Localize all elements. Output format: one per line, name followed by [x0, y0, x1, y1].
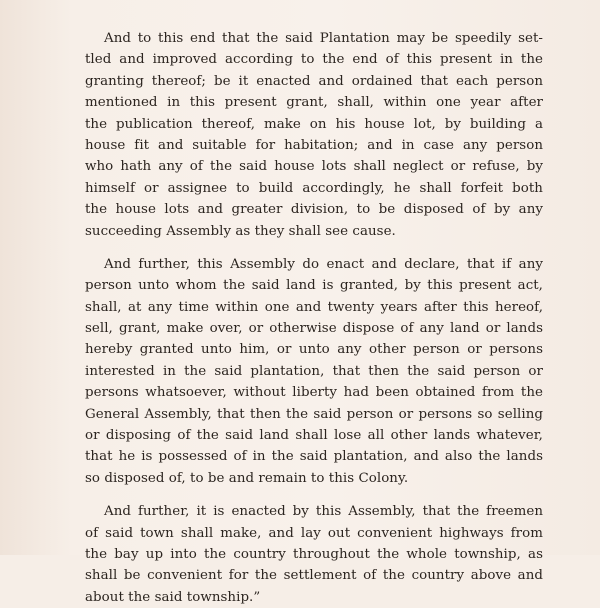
paragraph-2-line-5: hereby granted unto him, or unto any other person or persons — [85, 342, 543, 358]
paragraph-1-line-1: And to this end that the said Plantation may be speedily set- — [104, 31, 543, 46]
paragraph-2-line-10: that he is possessed of in the said plantation, and also the lands — [85, 449, 543, 465]
paragraph-2-line-11: so disposed of, to be and remain to this Colony. — [85, 470, 409, 486]
paragraph-3-line-5: about the said township.” — [85, 589, 261, 605]
paragraph-3-line-1: And further, it is enacted by this Assembly, that the freemen — [104, 504, 543, 520]
paragraph-1-line-3: granting thereof; be it enacted and ordained that each person — [85, 73, 543, 89]
paragraph-2-line-9: or disposing of the said land shall lose all other lands whatever, — [85, 428, 543, 444]
paragraph-1-line-8: himself or assignee to build accordingly, he shall forfeit both — [85, 180, 543, 196]
paragraph-1-line-9: the house lots and greater division, to be disposed of by any — [85, 202, 543, 218]
paragraph-2-line-4: sell, grant, make over, or otherwise dispose of any land or lands — [85, 321, 543, 337]
paragraph-1-line-2: tled and improved according to the end of this present in the — [85, 52, 543, 68]
paragraph-3-line-2: of said town shall make, and lay out convenient highways from — [85, 525, 543, 541]
paragraph-2 — [85, 254, 543, 489]
paragraph-2-line-2: person unto whom the said land is granted, by this present act, — [85, 278, 543, 294]
paragraph-2-line-7: persons whatsoever, without liberty had been obtained from the — [85, 385, 543, 401]
paragraph-1 — [85, 28, 543, 242]
paragraph-1-line-7: who hath any of the said house lots shall neglect or refuse, by — [85, 159, 543, 175]
paragraph-2-line-8: General Assembly, that then the said person or persons so selling — [85, 406, 543, 422]
paragraph-2-line-6: interested in the said plantation, that then the said person or — [85, 363, 543, 379]
paragraph-1-line-4: mentioned in this present grant, shall, within one year after — [85, 95, 543, 111]
paragraph-1-line-10: succeeding Assembly as they shall see cause. — [85, 223, 396, 239]
paragraph-2-line-1: And further, this Assembly do enact and declare, that if any — [104, 256, 543, 272]
paragraph-2-line-3: shall, at any time within one and twenty years after this hereof, — [85, 299, 543, 315]
paragraph-3-line-3: the bay up into the country throughout the whole township, as — [85, 546, 543, 562]
paragraph-1-line-6: house fit and suitable for habitation; and in case any person — [85, 137, 543, 153]
paragraph-1-line-5: the publication thereof, make on his house lot, by building a — [85, 116, 543, 132]
document-body — [85, 28, 543, 608]
paragraph-3-line-4: shall be convenient for the settlement of the country above and — [85, 568, 543, 584]
